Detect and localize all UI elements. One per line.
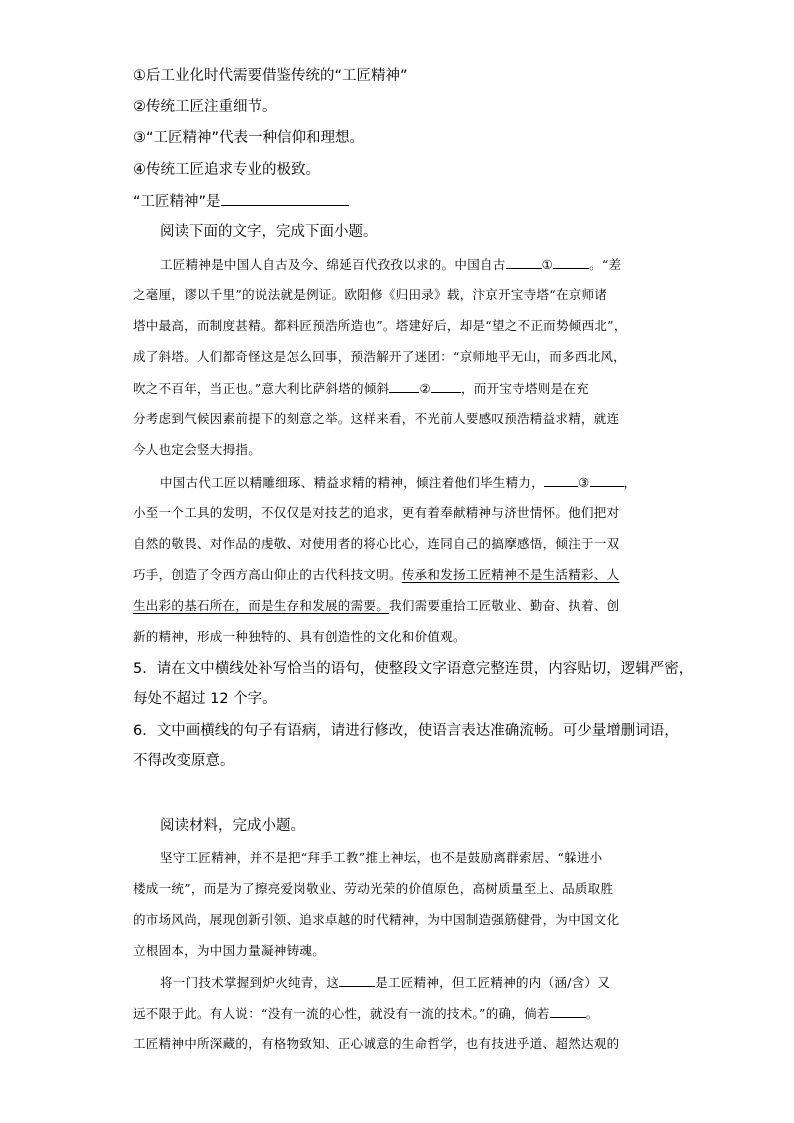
blank-marker-3: ③ xyxy=(578,475,590,490)
text: 吹之不百年，当正也。”意大利比萨斜塔的倾斜 xyxy=(133,381,390,396)
reading2-p1-line1: 坚守工匠精神，并不是把“拜手工教”推上神坛，也不是鼓励离群索居、“躲进小 xyxy=(160,850,603,865)
fill-blank[interactable] xyxy=(431,378,461,393)
reading1-p2-line5 xyxy=(133,596,619,616)
reading2-p2-line2 xyxy=(133,1003,599,1024)
statement-4: ④传统工匠追求专业的极致。 xyxy=(133,162,320,178)
question-text: 文中画横线的句子有语病，请进行修改，使语言表达准确流畅。可少量增删词语， xyxy=(156,723,679,739)
reading1-p1-line5 xyxy=(133,378,589,399)
statement-1: ①后工业化时代需要借鉴传统的“工匠精神” xyxy=(133,68,408,84)
fill-blank[interactable] xyxy=(550,1003,586,1018)
underlined-sentence-b: 生出彩的基石所在，而是生存和发展的需要。 xyxy=(133,598,390,613)
statement-2: ②传统工匠注重细节。 xyxy=(133,99,277,115)
fill-blank[interactable] xyxy=(389,378,419,393)
reading1-p1-line7: 今人也定会竖大拇指。 xyxy=(133,442,262,457)
reading1-p2-line6: 新的精神，形成一种独特的、具有创造性的文化和价值观。 xyxy=(133,629,466,644)
reading2-p1-line2: 楼成一统”，而是为了擦亮爱岗敬业、劳动光荣的价值原色，高树质量至上、品质取胜 xyxy=(133,881,614,896)
question-5-line2: 每处不超过 12 个字。 xyxy=(133,691,277,707)
question-6-line1 xyxy=(133,721,679,741)
blank-marker-1: ① xyxy=(541,257,554,272)
reading1-p1-line2: 之毫厘，谬以千里”的说法就是例证。欧阳修《归田录》载，汴京开宝寺塔“在京师诸 xyxy=(133,287,608,302)
reading1-p2-line3: 自然的敬畏、对作品的虔敬、对使用者的将心比心，连同自己的搞摩感悟，倾注于一双 xyxy=(133,536,620,551)
text: ， xyxy=(623,475,637,490)
blank-marker-2: ② xyxy=(419,381,431,396)
question-text: 请在文中横线处补写恰当的语句，使整段文字语意完整连贯，内容贴切，逻辑严密， xyxy=(156,661,694,677)
fill-blank[interactable] xyxy=(590,472,624,487)
fill-blank[interactable] xyxy=(553,254,589,269)
reading1-p2-line1 xyxy=(160,472,636,493)
question-number: 5． xyxy=(133,661,157,677)
text: 我们需要重拾工匠敬业、勤奋、执着、创 xyxy=(389,598,620,613)
question-5-line1 xyxy=(133,659,693,679)
fill-blank[interactable] xyxy=(339,972,375,987)
reading1-p1-line6: 分考虑到气候因素前提下的刻意之举。这样来看，不光前人要感叹预浩精益求精，就连 xyxy=(133,411,620,426)
text: 中国古代工匠以精雕细琢、精益求精的精神，倾注着他们毕生精力， xyxy=(160,475,545,490)
question-6-line2: 不得改变原意。 xyxy=(133,753,235,769)
reading2-instruction: 阅读材料，完成小题。 xyxy=(160,818,305,834)
text: 巧手，创造了令西方高山仰止的古代科技文明。 xyxy=(133,567,402,582)
reading1-instruction: 阅读下面的文字，完成下面小题。 xyxy=(160,224,378,240)
reading2-p2-line1 xyxy=(160,972,610,993)
reading1-p1-line3: 塔中最高，而制度甚精。都料匠预浩所造也”。塔建好后，却是“望之不正而势倾西北”， xyxy=(133,318,627,333)
reading2-p2-line3: 工匠精神中所深藏的，有格物致知、正心诚意的生命哲学，也有技进乎道、超然达观的 xyxy=(133,1036,620,1051)
text: 远不限于此。有人说：“没有一流的心性，就没有一流的技术。”的确，倘若 xyxy=(133,1006,550,1021)
text: ，而开宝寺塔则是在充 xyxy=(460,381,589,396)
reading1-p1-line4: 成了斜塔。人们都奇怪这是怎么回事，预浩解开了迷团：“京师地平无山，而多西北风， xyxy=(133,349,627,364)
definition-prompt-text: “工匠精神”是 xyxy=(133,194,221,210)
text: 。 xyxy=(585,1006,599,1021)
underlined-sentence-a: 传承和发扬工匠精神不是生活精彩、人 xyxy=(401,567,620,582)
fill-blank[interactable] xyxy=(506,254,542,269)
definition-prompt xyxy=(133,191,349,212)
text: 。“差 xyxy=(589,257,622,272)
question-number: 6． xyxy=(133,723,157,739)
reading1-p1-line1 xyxy=(160,254,621,275)
text: 是工匠精神，但工匠精神的内（涵/含）又 xyxy=(375,975,611,990)
reading1-p2-line2: 小至一个工具的发明，不仅仅是对技艺的追求，更有着奉献精神与济世情怀。他们把对 xyxy=(133,505,620,520)
text: 工匠精神是中国人自古及今、绵延百代孜孜以求的。中国自古 xyxy=(160,257,506,272)
text: 将一门技术掌握到炉火纯青，这 xyxy=(160,975,340,990)
reading2-p1-line3: 的市场风尚，展现创新引领、追求卓越的时代精神，为中国制造强筋健骨，为中国文化 xyxy=(133,912,620,927)
reading1-p2-line4 xyxy=(133,565,619,585)
reading2-p1-line4: 立根固本，为中国力量凝神铸魂。 xyxy=(133,943,326,958)
fill-blank[interactable] xyxy=(544,472,578,487)
answer-blank[interactable] xyxy=(221,191,349,206)
statement-3: ③“工匠精神”代表一种信仰和理想。 xyxy=(133,130,365,146)
